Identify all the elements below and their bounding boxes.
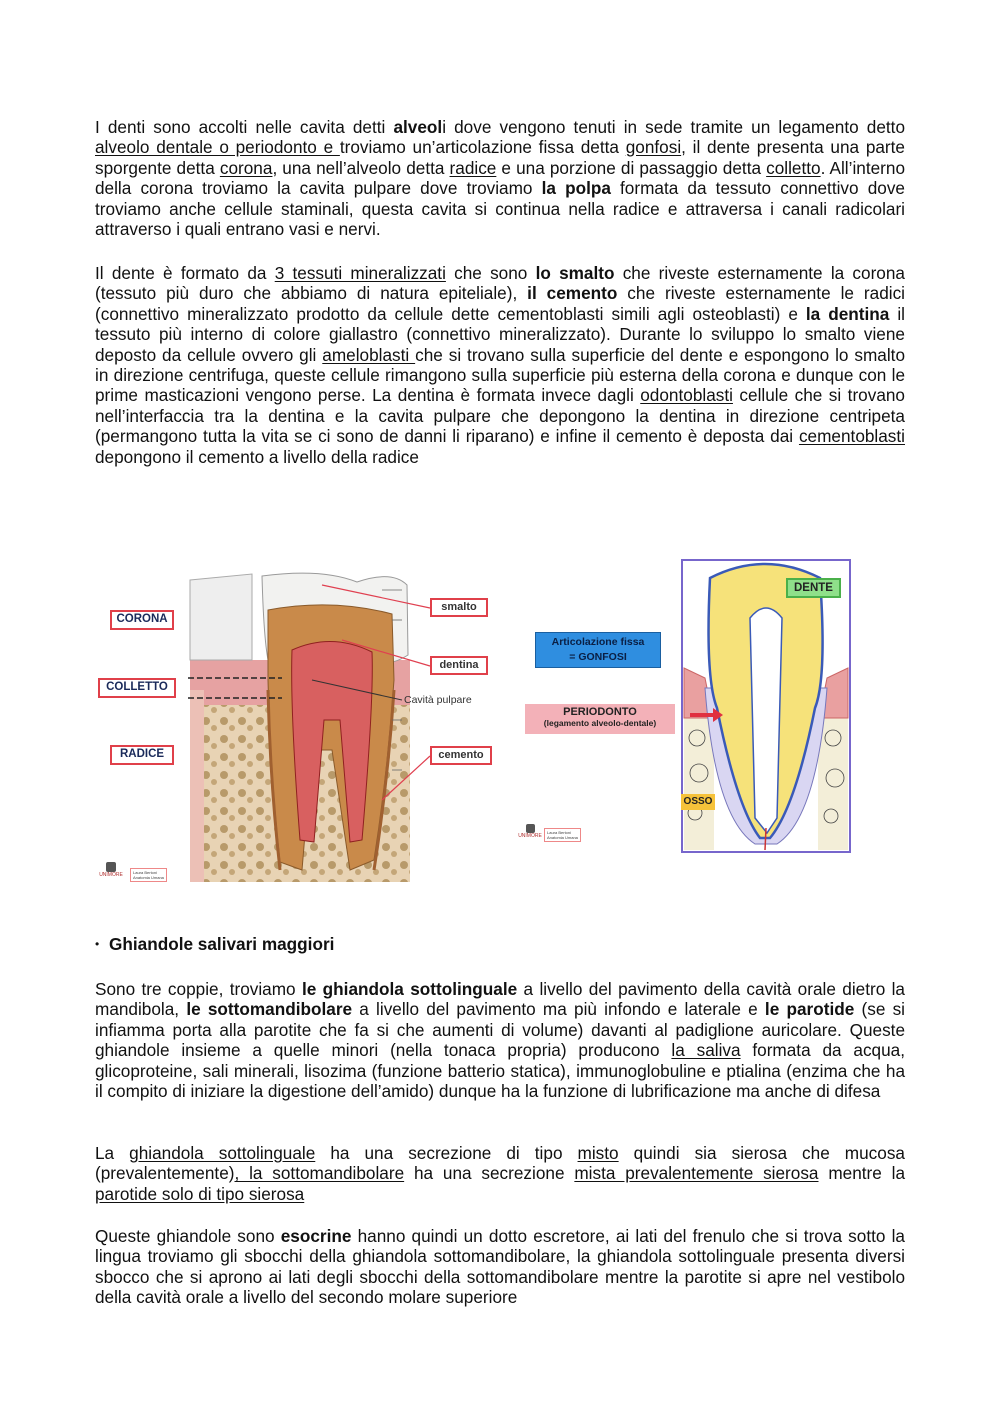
text: . All’interno della corona troviamo la cavita pulpare dove troviamo (95, 157, 906, 199)
text: il tessuto più interno di colore giallastro (connettivo mineralizzato). Durante lo sviluppo lo smalto viene deposto da cellule ovvero gli (95, 303, 905, 365)
paragraph-teeth-intro (95, 117, 905, 239)
underlined-term: , la sottomandibolare (234, 1163, 405, 1184)
text: mentre la (818, 1163, 906, 1184)
text: , il dente presenta una parte sporgente detta (95, 137, 905, 178)
underlined-term: ghiandola sottolinguale (129, 1143, 316, 1163)
paragraph-exocrine (95, 1226, 905, 1308)
label-line: = GONFOSI (569, 651, 627, 663)
text: formata da tessuto connettivo dove troviamo anche cellule staminali, questa cavita si continua nella radice e attraversa i canali radicolari attraverso i quali entrano vasi e nervi. (95, 178, 905, 240)
label-cemento: cemento (430, 746, 492, 765)
underlined-term: 3 tessuti mineralizzati (274, 263, 446, 283)
bold-term: le ghiandola sottolinguale (301, 979, 518, 999)
text: La (95, 1143, 130, 1163)
label-cavita-pulpare: Cavità pulpare (404, 694, 472, 706)
text: ha una secrezione di tipo (315, 1143, 578, 1163)
section-heading (95, 934, 334, 954)
text: a livello del pavimento della cavità orale dietro la mandibola, (95, 979, 905, 1020)
label-osso: OSSO (681, 794, 715, 810)
tooth-section-figure (92, 570, 512, 890)
underlined-term: corona (219, 157, 273, 178)
underlined-term: parotide solo di tipo sierosa (95, 1183, 305, 1204)
label-line: (legamento alveolo-dentale) (543, 718, 657, 728)
text: a livello del pavimento ma più infondo e laterale e (352, 999, 765, 1020)
underlined-term: gonfosi (625, 137, 682, 158)
credit-line: Laura Bertoni (547, 830, 572, 835)
label-periodonto (525, 704, 675, 734)
text: che riveste esternamente le radici (connettivo mineralizzato prodotto da cellule dette cementoblasti simili agli osteoblasti) e (95, 283, 905, 324)
credit-line: Anatomia Umana (547, 835, 578, 840)
underlined-term: alveolo dentale o periodonto e (95, 137, 340, 158)
text: cellule che si trovano nell’interfaccia tra la dentina e la cavita pulpare che depongono la dentina in direzione centripeta (permangono tutta la vita se ci sono de danni li riparano) e infine il cemento è deposta dai (95, 385, 905, 447)
unimore-logo (517, 824, 543, 846)
text: troviamo un’articolazione fissa detta (339, 137, 626, 158)
periodontium-figure (515, 558, 855, 858)
bold-term: le parotide (764, 999, 855, 1020)
logo-text: UNIMORE (518, 833, 542, 839)
bold-term: la polpa (541, 178, 611, 199)
paragraph-salivary-glands (95, 979, 905, 1101)
text: , una nell’alveolo detta (272, 157, 450, 178)
text: e una porzione di passaggio detta (496, 157, 767, 178)
label-gonfosi (535, 632, 661, 668)
bold-term: la dentina (805, 303, 890, 324)
text: che sono (445, 263, 536, 283)
underlined-term: cementoblasti (798, 426, 905, 447)
paragraph-secretion-types (95, 1143, 905, 1204)
credit-box (544, 828, 581, 842)
text: ha una secrezione (404, 1163, 575, 1184)
label-line: PERIODONTO (563, 706, 637, 718)
text: depongono il cemento a livello della radice (95, 446, 419, 467)
text: formata da acqua, glicoproteine, sali minerali, lisozima (funzione batterio statica), immunoglobuline e ptialina (enzima che ha il compito di iniziare la digestione dell’amido) dunque ha la funzione di lubrificazione ma anche di difesa (95, 1040, 905, 1102)
text: Sono tre coppie, troviamo (95, 979, 302, 999)
text: che riveste esternamente la corona (tessuto più duro che abbiamo di natura epiteliale), (95, 263, 905, 304)
text: quindi sia sierosa che mucosa (prevalentemente) (95, 1143, 905, 1184)
label-corona: CORONA (110, 610, 174, 630)
underlined-term: la saliva (671, 1040, 741, 1061)
bold-term: il cemento (527, 283, 618, 304)
bold-term: le sottomandibolare (186, 999, 353, 1020)
underlined-term: colletto (766, 157, 821, 178)
text: hanno quindi un dotto escretore, ai lati del frenulo che si trova sotto la lingua troviamo gli sbocchi della ghiandola sottomandibolare, la ghiandola sottolinguale presenta diversi sbocco che si aprono ai lati degli sbocchi della sottomandibolare mentre la parotite si apre nel vestibolo della cavità orale a livello del secondo molare superiore (95, 1226, 905, 1308)
text: i dove vengono tenuti in sede tramite un legamento detto (442, 117, 905, 137)
underlined-term: odontoblasti (640, 385, 733, 406)
text: Queste ghiandole sono (95, 1226, 281, 1246)
text: Il dente è formato da (95, 263, 275, 283)
underlined-term: misto (577, 1143, 619, 1163)
bullet-icon: • (95, 937, 100, 951)
underlined-term: ameloblasti (322, 344, 416, 365)
label-radice: RADICE (110, 745, 174, 765)
text: che si trovano sulla superficie del dente e espongono lo smalto in direzione centrifuga, queste cellule rimangono sulla superficie più esterna della corona e dunque con le prime masticazioni vengono perse. La dentina è formata invece dagli (95, 344, 906, 406)
credit-box (130, 868, 167, 882)
logo-text: UNIMORE (99, 872, 123, 878)
credit-line: Laura Bertoni (133, 870, 158, 875)
label-dentina: dentina (430, 656, 488, 675)
label-smalto: smalto (430, 598, 488, 617)
underlined-term: radice (449, 157, 497, 178)
bold-term: lo smalto (535, 263, 615, 283)
text: I denti sono accolti nelle cavita detti (95, 117, 394, 137)
text: (se si infiamma porta alla parotite che fa si che aumenti di volume) davanti al padiglione auricolare. Queste ghiandole insieme a quelle minori (nella tonaca propria) producono (95, 999, 906, 1061)
bold-term: alveol (393, 117, 443, 137)
heading-text: Ghiandole salivari maggiori (109, 934, 335, 954)
label-line: Articolazione fissa (551, 636, 645, 648)
label-dente: DENTE (786, 578, 841, 598)
bold-term: esocrine (280, 1226, 352, 1246)
underlined-term: mista prevalentemente sierosa (574, 1163, 819, 1184)
unimore-logo (96, 862, 126, 886)
paragraph-tissues (95, 263, 905, 467)
credit-line: Anatomia Umana (133, 875, 164, 880)
label-colletto: COLLETTO (98, 678, 176, 698)
